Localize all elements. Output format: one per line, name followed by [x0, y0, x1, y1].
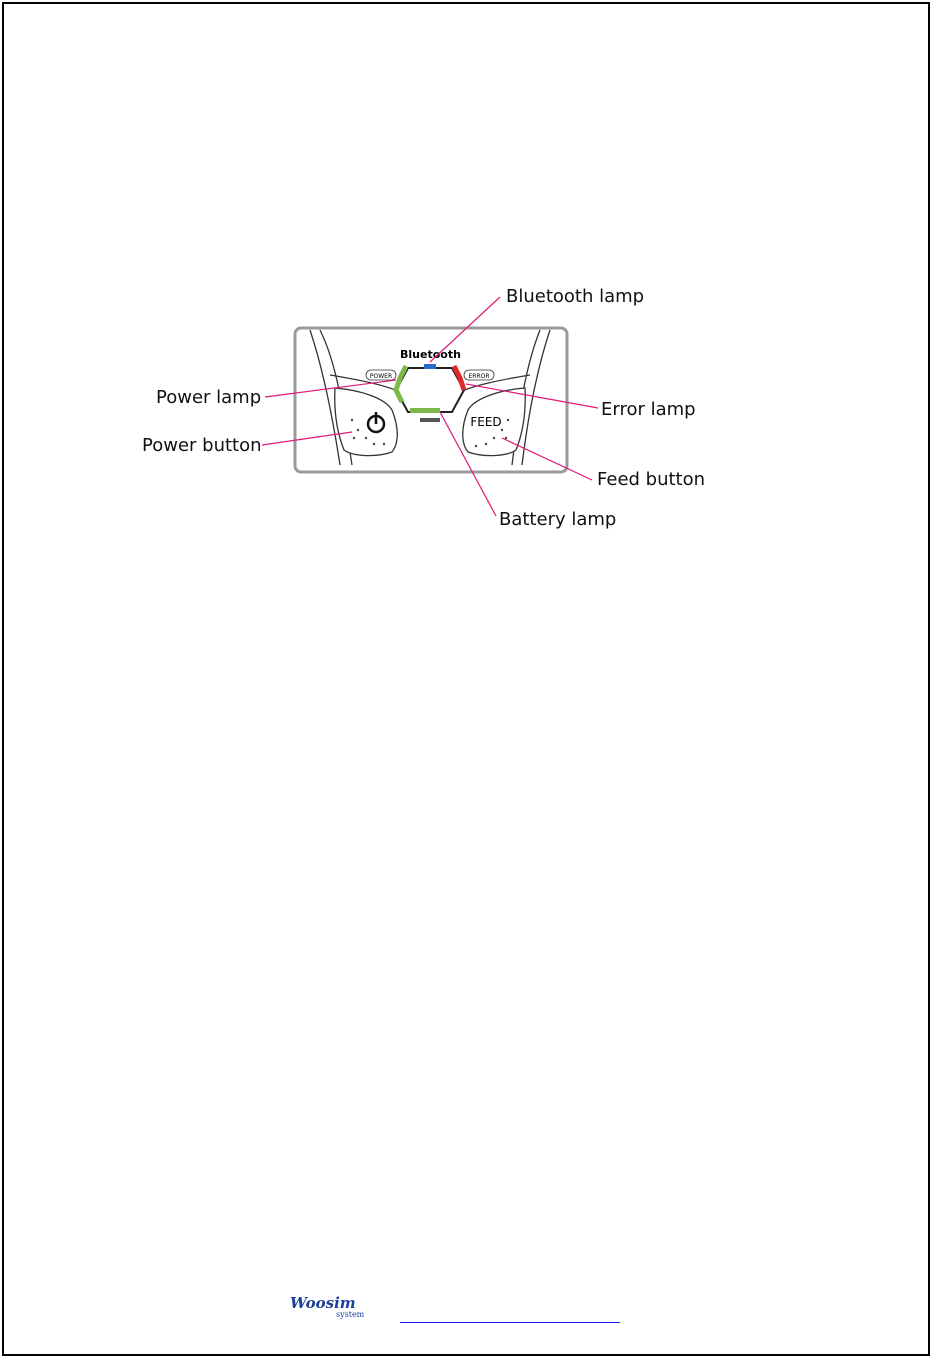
feed-button-label: Feed button [597, 469, 706, 490]
page-border [2, 2, 930, 1356]
page-footer [288, 1288, 628, 1324]
control-panel-figure [130, 280, 730, 540]
power-button-label: Power button [142, 435, 262, 456]
bluetooth-brand-label: Bluetooth [400, 348, 461, 361]
panel-feed-label: FEED [470, 415, 502, 429]
bluetooth-lamp [424, 364, 436, 369]
panel-error-label: ERROR [468, 373, 490, 380]
battery-lamp [410, 408, 440, 413]
power-lamp-label: Power lamp [156, 387, 262, 408]
svg-text:Woosim: Woosim [290, 1294, 356, 1312]
svg-text:system: system [336, 1310, 365, 1319]
battery-lamp-label: Battery lamp [499, 509, 617, 530]
woosim-logo [288, 1292, 388, 1320]
panel-power-label: POWER [369, 373, 393, 380]
bluetooth-lamp-label: Bluetooth lamp [506, 286, 645, 307]
footer-link[interactable] [400, 1288, 620, 1323]
lamp-bezel [396, 368, 464, 412]
error-lamp-label: Error lamp [601, 399, 696, 420]
